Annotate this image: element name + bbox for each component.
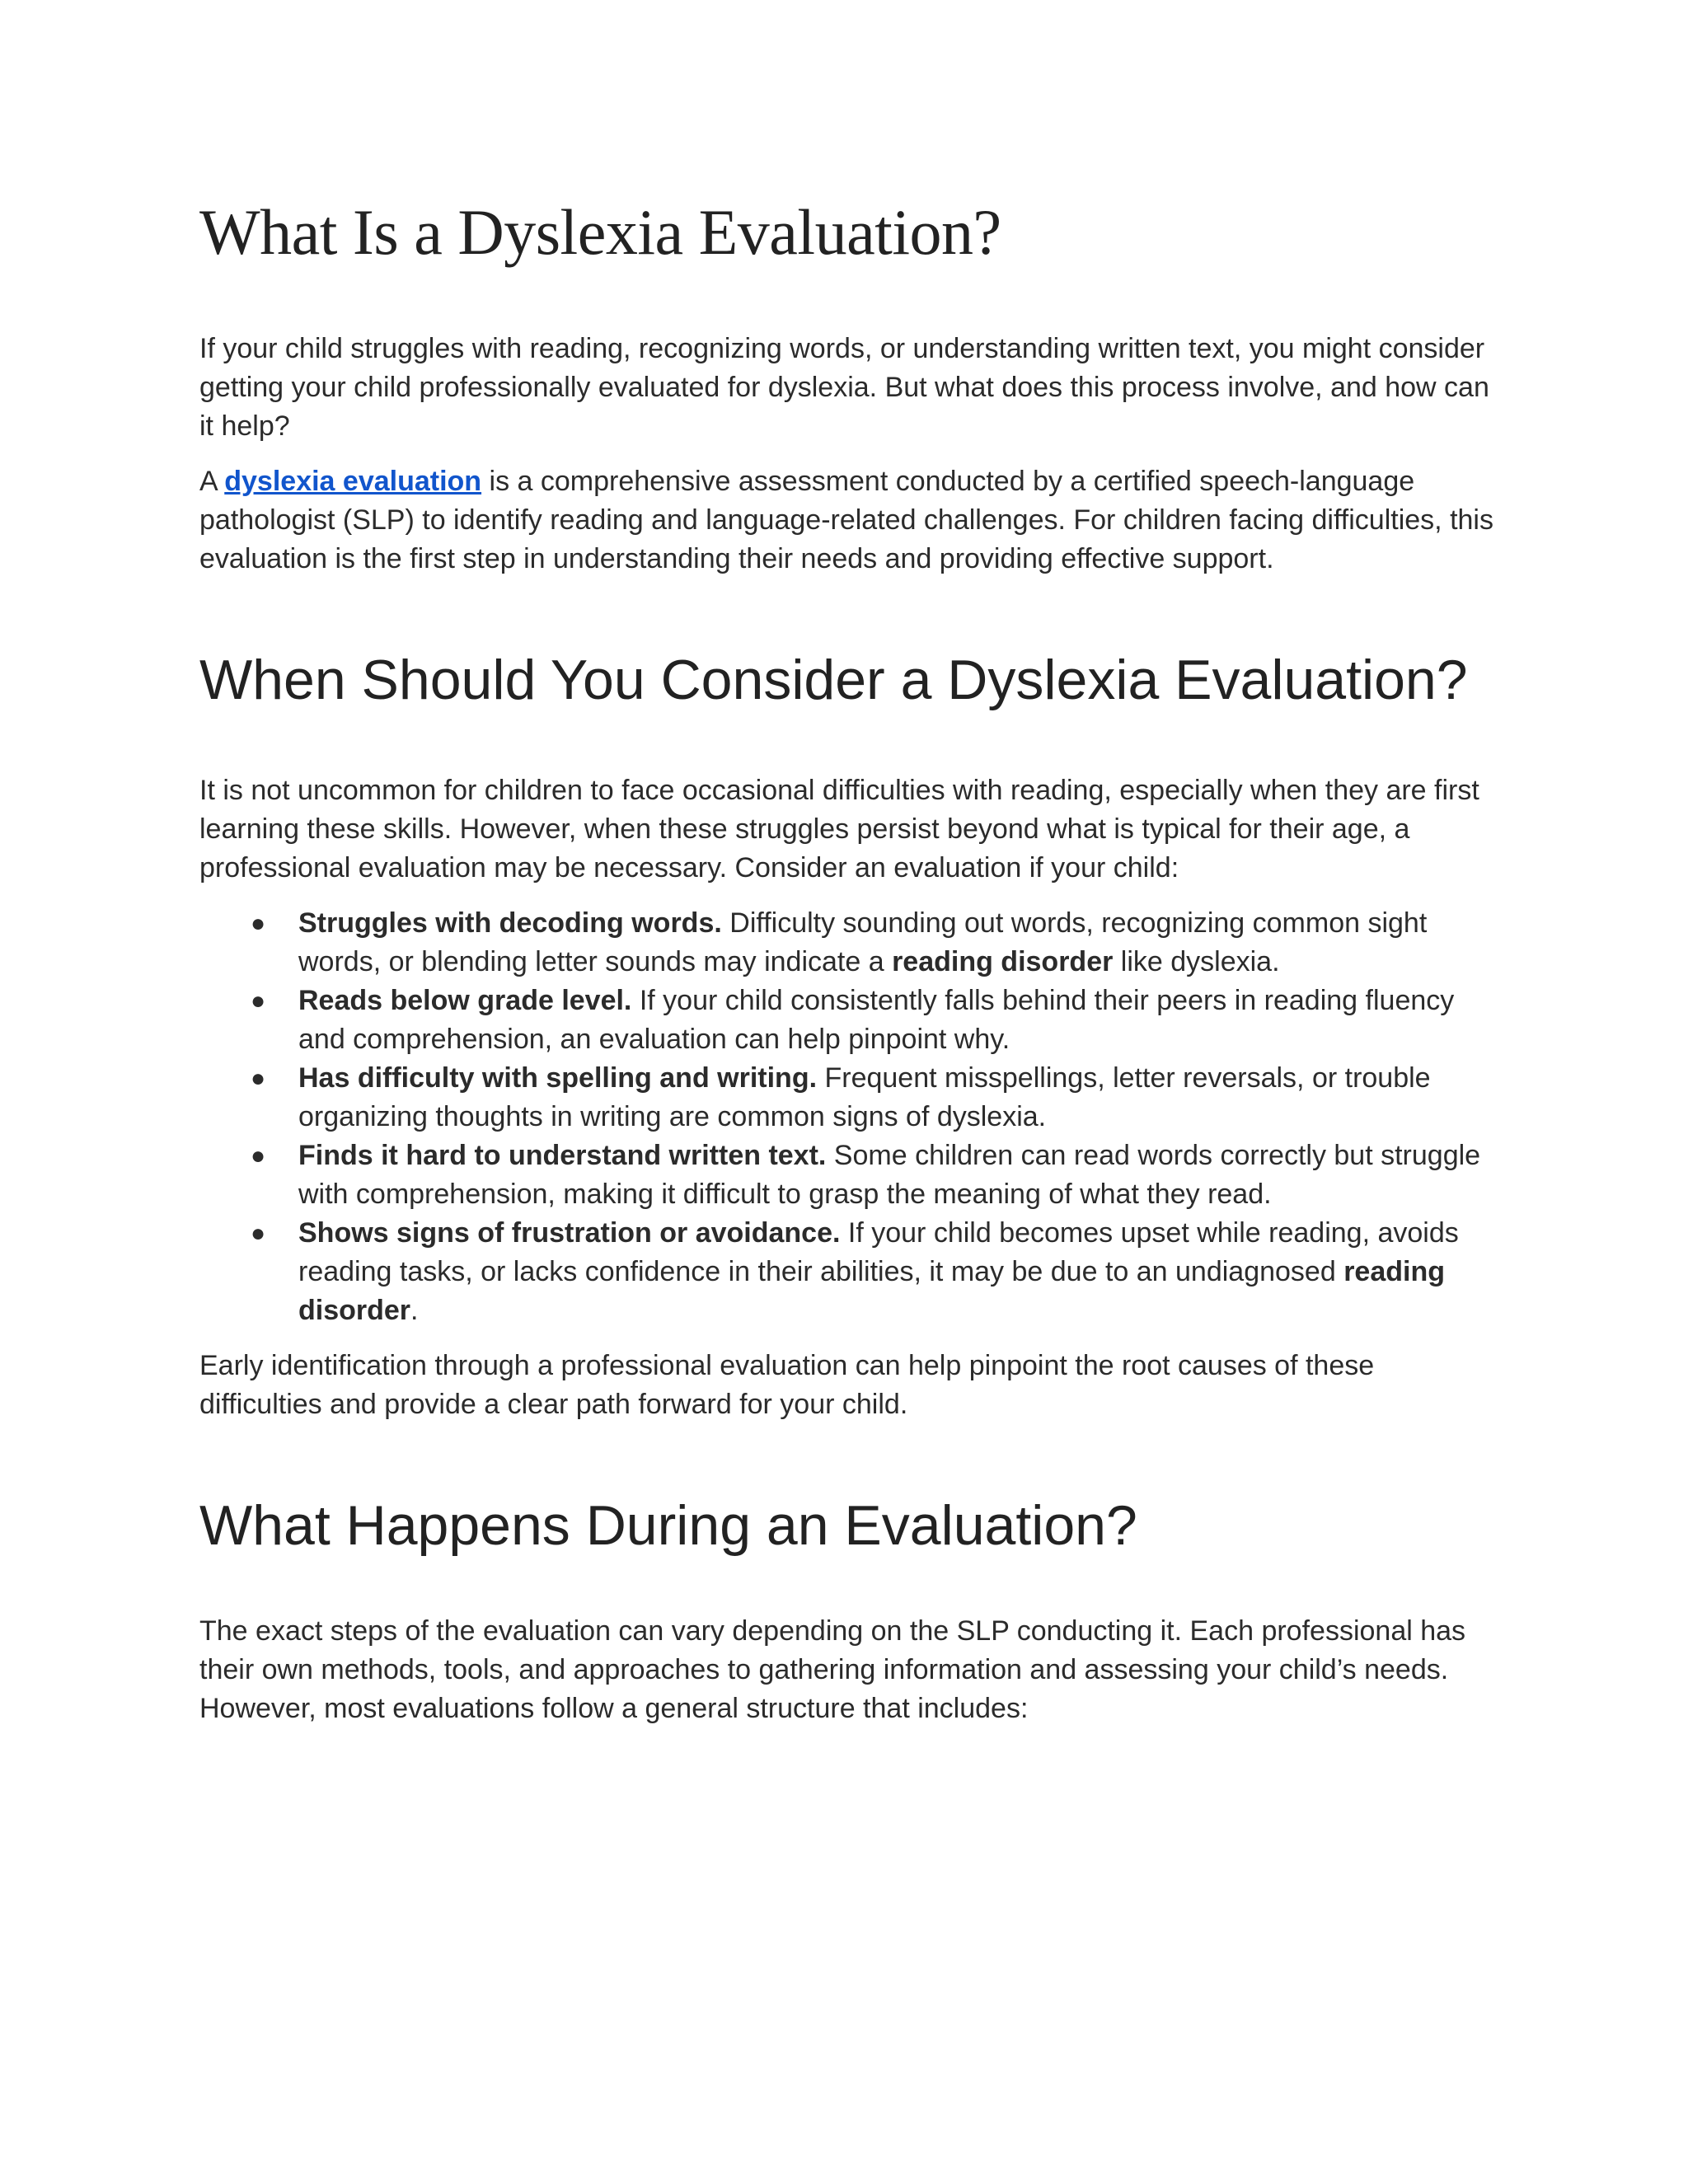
during-intro-paragraph: The exact steps of the evaluation can vary depending on the SLP conducting it. Each professional has their own methods, tools, and approaches to gathering information and assessing your child’s needs. However, most evaluations follow a general structure that includes: bbox=[199, 1615, 1466, 1724]
bullet-icon: ● bbox=[251, 910, 266, 937]
list-item-text: If your child becomes upset while reading, avoids reading tasks, or lacks confidence in their abilities, it may be due to an undiagnosed bbox=[298, 1217, 1459, 1287]
bullet-icon: ● bbox=[251, 1142, 266, 1169]
definition-paragraph bbox=[199, 462, 1502, 579]
when-intro-paragraph: It is not uncommon for children to face occasional difficulties with reading, especially when they are first learning these skills. However, when these struggles persist beyond what is typical for their age, a professional evaluation may be necessary. Consider an evaluation if your child: bbox=[199, 775, 1479, 883]
definition-prefix: A bbox=[199, 466, 225, 497]
list-item-emphasis: reading disorder bbox=[892, 946, 1114, 977]
list-item-text: Frequent misspellings, letter reversals, or trouble organizing thoughts in writing are common signs of dyslexia. bbox=[298, 1062, 1431, 1132]
definition-text: is a comprehensive assessment conducted by a certified speech-language pathologist (SLP) to identify reading and language-related challenges. For children facing difficulties, this evaluation is the first step in understanding their needs and providing effective support. bbox=[199, 466, 1493, 574]
list-item bbox=[199, 1214, 1502, 1330]
list-item bbox=[199, 904, 1502, 982]
list-item bbox=[199, 982, 1502, 1059]
list-item-title: Struggles with decoding words. bbox=[298, 907, 722, 939]
bullet-icon: ● bbox=[251, 987, 266, 1015]
list-item-title: Has difficulty with spelling and writing. bbox=[298, 1062, 818, 1094]
list-item-text: If your child consistently falls behind their peers in reading fluency and comprehension, an evaluation can help pinpoint why. bbox=[298, 985, 1455, 1055]
list-item bbox=[199, 1137, 1502, 1214]
list-item-text-end: . bbox=[410, 1295, 419, 1326]
list-item-title: Finds it hard to understand written text. bbox=[298, 1140, 827, 1171]
dyslexia-evaluation-link[interactable]: dyslexia evaluation bbox=[224, 466, 482, 497]
intro-paragraph: If your child struggles with reading, recognizing words, or understanding written text, you might consider getting your child professionally evaluated for dyslexia. But what does this process involve, and how can it help? bbox=[199, 333, 1489, 442]
document-page bbox=[199, 191, 1502, 1745]
list-item-text: Difficulty sounding out words, recognizing common sight words, or blending letter sounds may indicate a bbox=[298, 907, 1428, 977]
list-item-title: Shows signs of frustration or avoidance. bbox=[298, 1217, 841, 1249]
list-item-title: Reads below grade level. bbox=[298, 985, 632, 1016]
bullet-icon: ● bbox=[251, 1220, 266, 1247]
section-heading-when: When Should You Consider a Dyslexia Evaluation? bbox=[199, 649, 1468, 711]
closing-paragraph: Early identification through a professional evaluation can help pinpoint the root causes of these difficulties and provide a clear path forward for your child. bbox=[199, 1350, 1375, 1420]
signs-list bbox=[199, 904, 1502, 1330]
list-item-text-end: like dyslexia. bbox=[1113, 946, 1280, 977]
list-item bbox=[199, 1059, 1502, 1137]
page-title: What Is a Dyslexia Evaluation? bbox=[199, 196, 1001, 268]
section-heading-during: What Happens During an Evaluation? bbox=[199, 1494, 1137, 1557]
list-item-emphasis: reading disorder bbox=[298, 1256, 1446, 1326]
bullet-icon: ● bbox=[251, 1065, 266, 1092]
list-item-text: Some children can read words correctly but struggle with comprehension, making it difficult to grasp the meaning of what they read. bbox=[298, 1140, 1481, 1210]
